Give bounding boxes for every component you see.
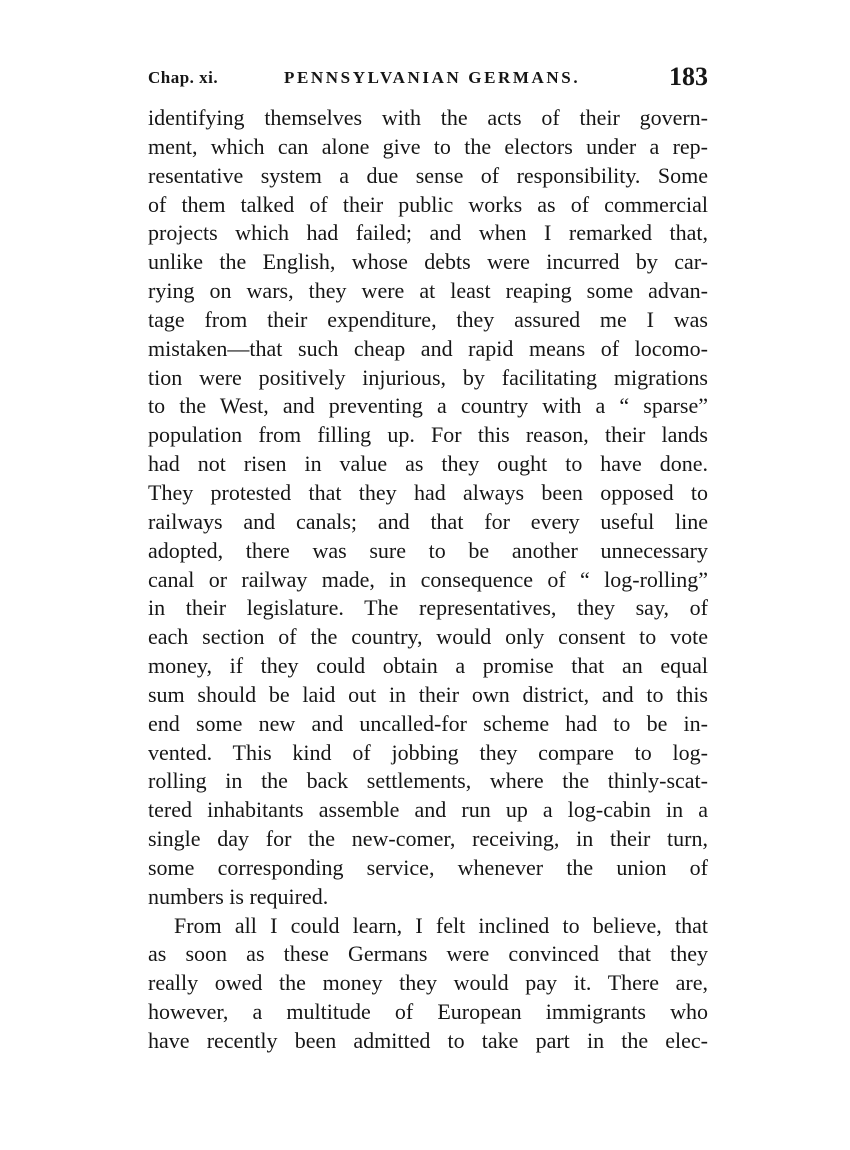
text-line: railways and canals; and that for every useful line	[148, 508, 708, 534]
text-line: vented. This kind of jobbing they compare to log-	[148, 739, 708, 765]
text-line: numbers is required.	[148, 883, 329, 909]
text-line: canal or railway made, in consequence of “ log-rolling”	[148, 566, 708, 592]
body-text	[148, 104, 708, 1056]
text-line: unlike the English, whose debts were incurred by car-	[148, 249, 708, 275]
page-number: 183	[669, 62, 708, 91]
text-line: single day for the new-comer, receiving, in their turn,	[148, 826, 708, 852]
text-line: sum should be laid out in their own district, and to this	[148, 681, 708, 707]
text-line: tion were positively injurious, by facilitating migrations	[148, 364, 708, 390]
text-line: have recently been admitted to take part in the elec-	[148, 1028, 708, 1053]
text-line: each section of the country, would only consent to vote	[148, 624, 708, 650]
text-line: rolling in the back settlements, where the thinly-scat-	[148, 768, 708, 794]
text-line: adopted, there was sure to be another unnecessary	[148, 537, 708, 563]
text-line: population from filling up. For this reason, their lands	[148, 422, 708, 448]
text-line: From all I could learn, I felt inclined to believe, that	[174, 912, 708, 938]
text-line: resentative system a due sense of responsibility. Some	[148, 162, 708, 188]
text-line: identifying themselves with the acts of their govern-	[148, 105, 708, 130]
text-line: projects which had failed; and when I remarked that,	[148, 220, 708, 246]
text-line: to the West, and preventing a country with a “ sparse”	[148, 393, 708, 419]
text-line: had not risen in value as they ought to have done.	[148, 451, 708, 477]
text-line: rying on wars, they were at least reaping some advan-	[148, 278, 708, 304]
text-line: really owed the money they would pay it. There are,	[148, 970, 708, 996]
text-line: in their legislature. The representatives, they say, of	[148, 595, 708, 621]
text-line: end some new and uncalled-for scheme had to be in-	[148, 710, 708, 736]
text-line: of them talked of their public works as of commercial	[148, 191, 708, 217]
text-line: money, if they could obtain a promise that an equal	[148, 653, 708, 679]
text-line: ment, which can alone give to the electors under a rep-	[148, 133, 708, 159]
running-head	[148, 64, 708, 94]
text-line: however, a multitude of European immigrants who	[148, 999, 708, 1025]
text-line: They protested that they had always been opposed to	[148, 479, 708, 505]
text-line: as soon as these Germans were convinced that they	[148, 941, 708, 967]
text-line: tered inhabitants assemble and run up a log-cabin in a	[148, 797, 708, 823]
text-line: tage from their expenditure, they assured me I was	[148, 306, 708, 332]
paragraph	[148, 104, 708, 912]
chapter-label: Chap. xi.	[148, 68, 219, 87]
text-line: some corresponding service, whenever the union of	[148, 854, 708, 880]
running-title: PENNSYLVANIAN GERMANS.	[284, 68, 581, 87]
paragraph	[148, 912, 708, 1056]
text-line: mistaken—that such cheap and rapid means of locomo-	[148, 335, 708, 361]
